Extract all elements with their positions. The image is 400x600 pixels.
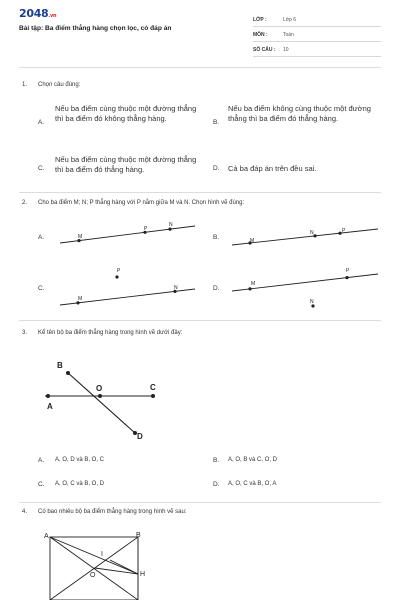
q1-option-b-letter: B. (213, 119, 220, 126)
q1-option-a-letter: A. (38, 119, 45, 126)
q2-c-point-1: M (78, 296, 83, 302)
q2-c-point-2: N (174, 285, 178, 291)
q2-d-point-3: N (310, 299, 314, 305)
q2-d-point-1: M (251, 281, 256, 287)
q1-option-c-letter: C. (38, 165, 45, 172)
q2-a-point-1: M (78, 234, 83, 240)
q3-option-a[interactable]: A, O, D và B, O, C (55, 457, 105, 463)
subject-label: MÔN : (253, 32, 268, 38)
q1-option-a[interactable]: Nếu ba điểm cùng thuộc một đường thẳng thì ba điểm đó không thẳng hàng. (55, 104, 197, 123)
q3-option-d-letter: D. (213, 481, 220, 488)
grade-value: Lớp 6 (283, 17, 297, 23)
q3-option-d[interactable]: A, O, C và B, O, A (228, 481, 277, 487)
q1-option-d[interactable]: Cả ba đáp án trên đều sai. (228, 164, 317, 173)
q3-label-c: C (150, 383, 156, 392)
question-4-text: Có bao nhiêu bộ ba điểm thẳng hàng trong hình vẽ sau: (38, 509, 187, 515)
q3-option-b-letter: B. (213, 457, 220, 464)
q3-label-a: A (47, 402, 53, 411)
q4-label-h: H (140, 571, 146, 578)
q2-option-a-letter[interactable]: A. (38, 234, 45, 241)
question-2-number: 2. (22, 200, 28, 206)
q4-label-b: B (136, 532, 141, 539)
count-value: 10 (283, 47, 289, 53)
question-3-text: Kể tên bộ ba điểm thẳng hàng trong hình vẽ dưới đây: (38, 330, 183, 336)
count-label: SỐ CÂU : (253, 47, 276, 53)
q1-option-d-letter: D. (213, 165, 220, 172)
q3-option-b[interactable]: A, O, B và C, O, D (228, 457, 278, 463)
q2-b-point-1: M (250, 238, 255, 244)
q3-label-o: O (96, 384, 103, 393)
q3-option-a-letter: A. (38, 457, 45, 464)
question-1-text: Chọn câu đúng: (38, 82, 81, 88)
q2-option-d-letter[interactable]: D. (213, 285, 220, 292)
logo-text: 2048 (19, 7, 49, 20)
q2-b-point-3: P (342, 228, 346, 234)
q4-label-i: I (101, 551, 103, 558)
q4-label-a: A (44, 533, 49, 540)
q4-label-o: O (90, 572, 96, 579)
question-1-number: 1. (22, 82, 28, 88)
q3-option-c[interactable]: A, O, C và B, O, D (55, 481, 105, 487)
q2-option-c-letter[interactable]: C. (38, 285, 45, 292)
q2-d-point-2: P (346, 268, 350, 274)
q1-option-c[interactable]: Nếu ba điểm cùng thuộc một đường thẳng thì ba điểm đó thẳng hàng. (55, 155, 197, 174)
question-3-number: 3. (22, 330, 28, 336)
q3-label-b: B (57, 361, 63, 370)
grade-label: LỚP : (253, 17, 267, 23)
question-4-number: 4. (22, 509, 28, 515)
q2-b-point-2: N (310, 230, 314, 236)
q2-c-point-3: P (117, 268, 121, 274)
q3-option-c-letter: C. (38, 481, 45, 488)
q2-a-point-3: N (169, 222, 173, 228)
subject-value: Toán (283, 32, 294, 38)
q3-label-d: D (137, 432, 143, 441)
question-2-text: Cho ba điểm M; N; P thẳng hàng với P nằm giữa M và N. Chọn hình vẽ đúng: (38, 200, 245, 206)
q2-a-point-2: P (144, 226, 148, 232)
q1-option-b[interactable]: Nếu ba điểm không cùng thuộc một đường thẳng thì ba điểm đó thẳng hàng. (228, 104, 371, 123)
logo-suffix: .vn (48, 13, 57, 19)
page-title: Bài tập: Ba điểm thẳng hàng chọn lọc, có đáp án (19, 25, 172, 32)
q2-option-b-letter[interactable]: B. (213, 234, 220, 241)
